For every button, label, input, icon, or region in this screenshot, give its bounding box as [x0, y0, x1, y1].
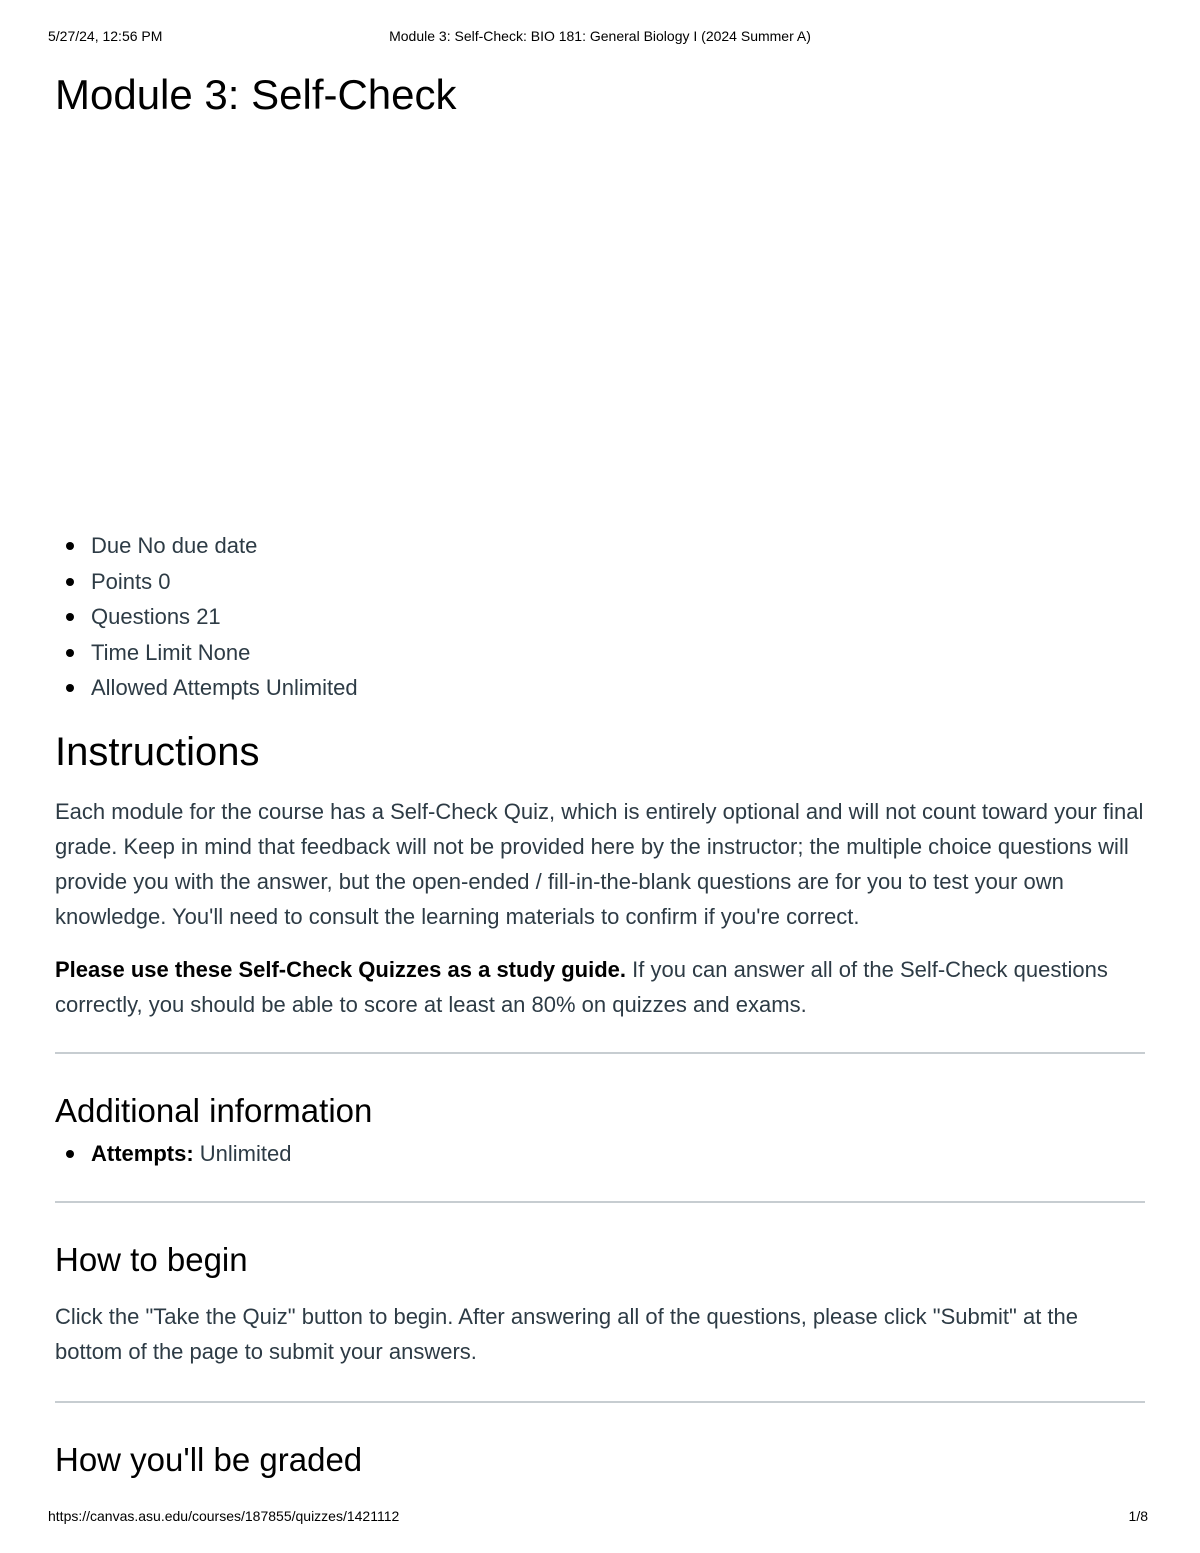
- how-graded-section: [55, 1401, 1145, 1483]
- quiz-detail-label: Due: [91, 533, 132, 558]
- banner-space: [55, 124, 1145, 528]
- additional-info-list: [55, 1136, 1145, 1171]
- instructions-paragraph: Each module for the course has a Self-Check Quiz, which is entirely optional and will not count toward your final grade. Keep in mind that feedback will not be provided here by the instructor; the multiple choice questions will provide you with the answer, but the open-ended / fill-in-the-blank questions are for you to test your own knowledge. You'll need to consult the learning materials to confirm if you're correct.: [55, 798, 1144, 929]
- print-document-title: Module 3: Self-Check: BIO 181: General Biology I (2024 Summer A): [389, 28, 811, 44]
- divider: [55, 1201, 1145, 1203]
- attempts-item: [91, 1136, 1145, 1171]
- quiz-detail-questions: [91, 599, 1145, 635]
- study-guide-bold-text: Please use these Self-Check Quizzes as a study guide.: [55, 956, 627, 982]
- study-guide-text: If you can answer all of the Self-Check questions correctly, you should be able to score at least an 80% on quizzes and exams.: [55, 956, 1108, 1017]
- how-graded-heading: How you'll be graded: [55, 1440, 363, 1478]
- additional-info-heading: Additional information: [55, 1091, 373, 1129]
- additional-info-section: [55, 1052, 1145, 1171]
- quiz-detail-allowed-attempts: [91, 670, 1145, 706]
- divider: [55, 1052, 1145, 1054]
- quiz-detail-label: Allowed Attempts: [91, 675, 260, 700]
- quiz-detail-label: Time Limit: [91, 639, 192, 665]
- how-to-begin-text: Click the "Take the Quiz" button to begin. After answering all of the questions, please click "Submit" at the bottom of the page to submit your answers.: [55, 1303, 1079, 1364]
- attempts-value: Unlimited: [193, 1140, 292, 1166]
- how-to-begin-heading: How to begin: [55, 1240, 248, 1278]
- attempts-label: Attempts:: [91, 1140, 194, 1166]
- quiz-detail-points: [91, 564, 1145, 600]
- quiz-detail-value: 0: [158, 568, 171, 594]
- instructions-heading: Instructions: [55, 729, 260, 774]
- print-header: [48, 28, 1152, 48]
- quiz-content: [55, 66, 1145, 1483]
- page-title: Module 3: Self-Check: [55, 71, 457, 118]
- divider: [55, 1401, 1145, 1403]
- quiz-detail-due: [91, 528, 1145, 564]
- quiz-detail-value: No due date: [137, 533, 258, 558]
- study-guide-paragraph: [55, 952, 1145, 1022]
- print-url: https://canvas.asu.edu/courses/187855/quizzes/1421112: [48, 1508, 400, 1524]
- print-date: 5/27/24, 12:56 PM: [48, 28, 163, 44]
- quiz-detail-time-limit: [91, 635, 1145, 671]
- quiz-detail-value: None: [197, 639, 251, 665]
- page-number: 1/8: [1128, 1508, 1148, 1524]
- quiz-detail-value: 21: [196, 604, 221, 629]
- print-footer: [48, 1508, 1148, 1528]
- how-to-begin-section: [55, 1201, 1145, 1369]
- quiz-detail-label: Points: [91, 568, 153, 594]
- quiz-detail-value: Unlimited: [265, 675, 358, 700]
- quiz-details-list: [55, 528, 1145, 706]
- quiz-detail-label: Questions: [91, 604, 191, 629]
